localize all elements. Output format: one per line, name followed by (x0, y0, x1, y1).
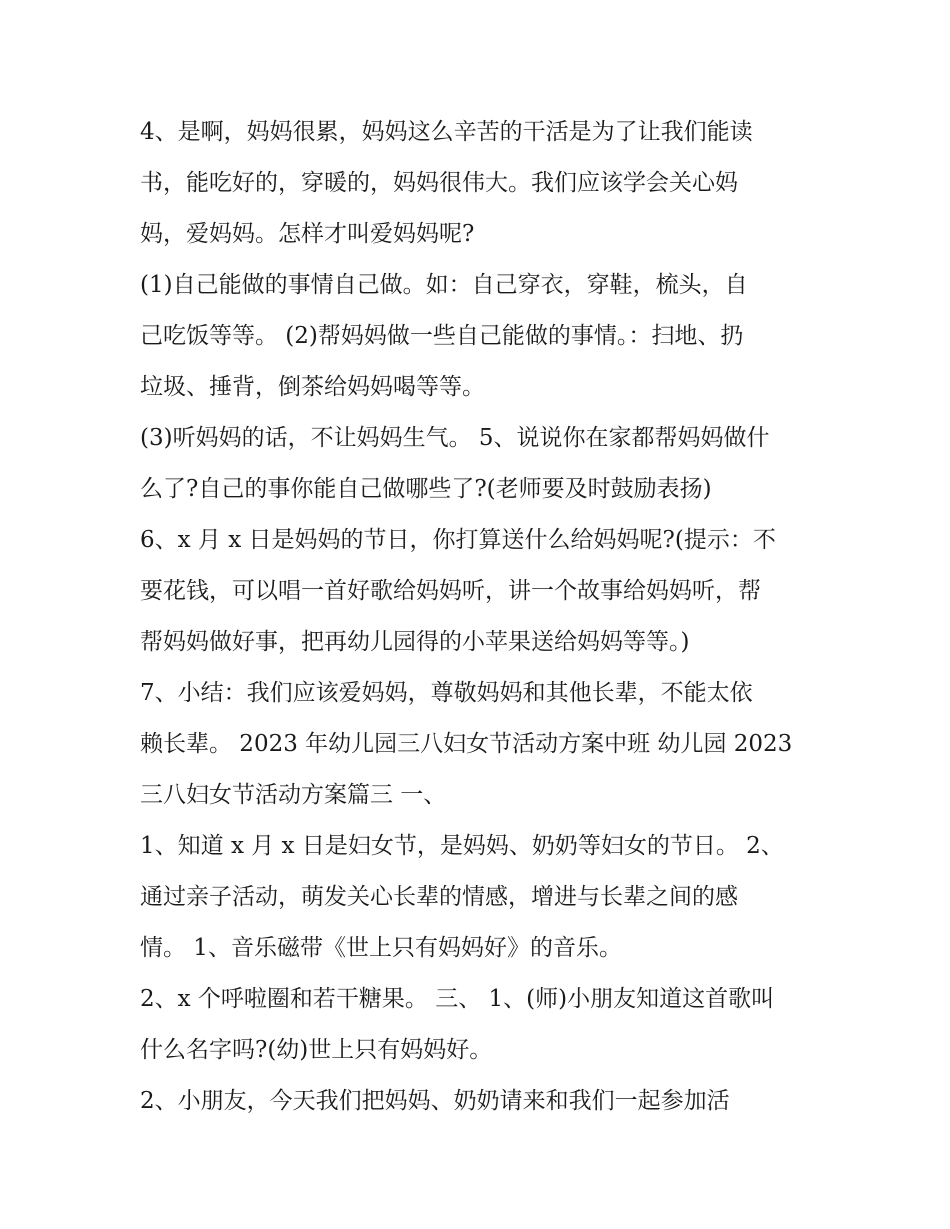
paragraph-3 (140, 413, 820, 515)
text-line: 通过亲子活动，萌发关心长辈的情感，增进与长辈之间的感 (140, 884, 738, 910)
text-line: 己吃饭等等。 (2)帮妈妈做一些自己能做的事情。：扫地、扔 (140, 323, 744, 349)
paragraph-1 (140, 107, 820, 260)
paragraph-7 (140, 974, 820, 1076)
text-line: 书，能吃好的，穿暖的，妈妈很伟大。我们应该学会关心妈 (140, 170, 738, 196)
text-line: (3)听妈妈的话，不让妈妈生气。 5、说说你在家都帮妈妈做什 (140, 425, 770, 451)
text-line: 2、小朋友，今天我们把妈妈、奶奶请来和我们一起参加活 (140, 1088, 730, 1114)
text-line: 帮妈妈做好事，把再幼儿园得的小苹果送给妈妈等等。) (140, 629, 690, 655)
text-line: 4、是啊，妈妈很累，妈妈这么辛苦的干活是为了让我们能读 (140, 119, 753, 145)
paragraph-5 (140, 668, 820, 821)
text-line: (1)自己能做的事情自己做。如：自己穿衣，穿鞋，梳头，自 (140, 272, 748, 298)
text-line: 垃圾、捶背，倒茶给妈妈喝等等。 (140, 374, 485, 400)
text-line: 6、x 月 x 日是妈妈的节日，你打算送什么给妈妈呢?(提示：不 (140, 527, 776, 553)
text-line: 7、小结：我们应该爱妈妈，尊敬妈妈和其他长辈，不能太依 (140, 680, 753, 706)
paragraph-8 (140, 1076, 820, 1127)
text-line: 1、知道 x 月 x 日是妇女节，是妈妈、奶奶等妇女的节日。 2、 (140, 833, 784, 859)
text-line: 三八妇女节活动方案篇三 一、 (140, 782, 447, 808)
text-line: 妈，爱妈妈。怎样才叫爱妈妈呢? (140, 221, 475, 247)
text-line: 2、x 个呼啦圈和若干糖果。 三、 1、(师)小朋友知道这首歌叫 (140, 986, 775, 1012)
text-line: 情。 1、音乐磁带《世上只有妈妈好》的音乐。 (140, 935, 622, 961)
text-line: 要花钱，可以唱一首好歌给妈妈听，讲一个故事给妈妈听，帮 (140, 578, 761, 604)
document-body (140, 107, 820, 1127)
paragraph-4 (140, 515, 820, 668)
paragraph-2 (140, 260, 820, 413)
text-line: 赖长辈。 2023 年幼儿园三八妇女节活动方案中班 幼儿园 2023 (140, 731, 793, 757)
text-line: 什么名字吗?(幼)世上只有妈妈好。 (140, 1037, 493, 1063)
paragraph-6 (140, 821, 820, 974)
text-line: 么了?自己的事你能自己做哪些了?(老师要及时鼓励表扬) (140, 476, 712, 502)
